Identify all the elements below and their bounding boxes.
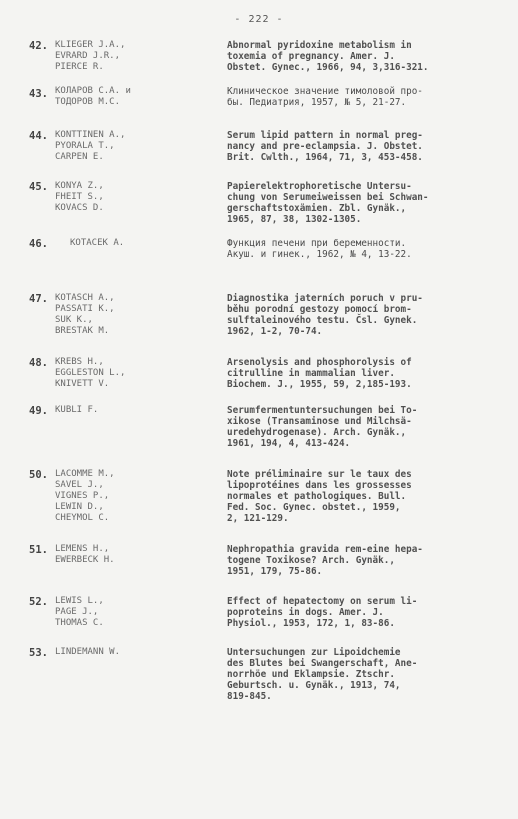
entry-authors: KREBS H., EGGLESTON L., KNIVETT V.	[55, 357, 126, 389]
entry-authors: KUBLI F.	[55, 405, 99, 415]
entry-number: 43.	[29, 88, 48, 100]
entry-authors: LACOMME M., SAVEL J., VIGNES P., LEWIN D., CHEYMOL C.	[55, 469, 115, 523]
entry-number: 46.	[29, 238, 48, 250]
entry-citation: Serumfermentuntersuchungen bei To- xikose (Transaminose und Milchsä- uredehydrogenase). Arch. Gynäk., 1961, 194, 4, 413-424.	[227, 405, 418, 449]
entry-number: 45.	[29, 181, 48, 193]
entry-citation: Функция печени при беременности. Акуш. и гинек., 1962, № 4, 13-22.	[227, 238, 412, 260]
entry-citation: Diagnostika jaterních poruch v pru- běhu porodní gestozy pomocí brom- sulftaleinového testu. Čsl. Gynek. 1962, 1-2, 70-74.	[227, 293, 423, 337]
entry-authors: LINDEMANN W.	[55, 647, 121, 657]
entry-citation: Abnormal pyridoxine metabolism in toxemia of pregnancy. Amer. J. Obstet. Gynec., 1966, 94, 3,316-321.	[227, 40, 429, 73]
entry-authors: LEMENS H., EWERBECK H.	[55, 544, 115, 565]
entry-authors: KONTTINEN A., PYORALA T., CARPEN E.	[55, 130, 126, 162]
entry-authors: KOTACEK A.	[70, 238, 125, 248]
entry-citation: Arsenolysis and phosphorolysis of citrulline in mammalian liver. Biochem. J., 1955, 59, 2,185-193.	[227, 357, 412, 390]
entry-number: 51.	[29, 544, 48, 556]
entry-citation: Serum lipid pattern in normal preg- nancy and pre-eclampsia. J. Obstet. Brit. Cwlth., 1964, 71, 3, 453-458.	[227, 130, 423, 163]
entry-citation: Untersuchungen zur Lipoidchemie des Blutes bei Swangerschaft, Ane- norrhöe und Eklampsie. Ztschr. Geburtsch. u. Gynäk., 1913, 74, 819-845.	[227, 647, 418, 702]
entry-citation: Клиническое значение тимоловой про- бы. Педиатрия, 1957, № 5, 21-27.	[227, 86, 423, 108]
entry-number: 53.	[29, 647, 48, 659]
page-number: - 222 -	[234, 14, 284, 25]
entry-number: 42.	[29, 40, 48, 52]
entry-number: 47.	[29, 293, 48, 305]
entry-authors: LEWIS L., PAGE J., THOMAS C.	[55, 596, 104, 628]
entry-number: 49.	[29, 405, 48, 417]
entry-authors: KOTASCH A., PASSATI K., SUK K., BRESTAK M.	[55, 293, 115, 336]
entry-citation: Papierelektrophoretische Untersu- chung von Serumeiweissen bei Schwan- gerschaftstoxämien. Zbl. Gynäk., 1965, 87, 38, 1302-1305.	[227, 181, 429, 225]
entry-citation: Note préliminaire sur le taux des lipoprotéines dans les grossesses normales et pathologiques. Bull. Fed. Soc. Gynec. obstet., 1959, 2, 121-129.	[227, 469, 412, 524]
entry-citation: Effect of hepatectomy on serum li- poproteins in dogs. Amer. J. Physiol., 1953, 172, 1, 83-86.	[227, 596, 418, 629]
entry-number: 48.	[29, 357, 48, 369]
entry-authors: КОЛАРОВ С.А. и ТОДОРОВ М.С.	[55, 86, 131, 107]
entry-authors: KONYA Z., FHEIT S., KOVACS D.	[55, 181, 104, 213]
entry-number: 50.	[29, 469, 48, 481]
entry-number: 52.	[29, 596, 48, 608]
entry-authors: KLIEGER J.A., EVRARD J.R., PIERCE R.	[55, 40, 126, 72]
entry-number: 44.	[29, 130, 48, 142]
entry-citation: Nephropathia gravida rem-eine hepa- togene Toxikose? Arch. Gynäk., 1951, 179, 75-86.	[227, 544, 423, 577]
